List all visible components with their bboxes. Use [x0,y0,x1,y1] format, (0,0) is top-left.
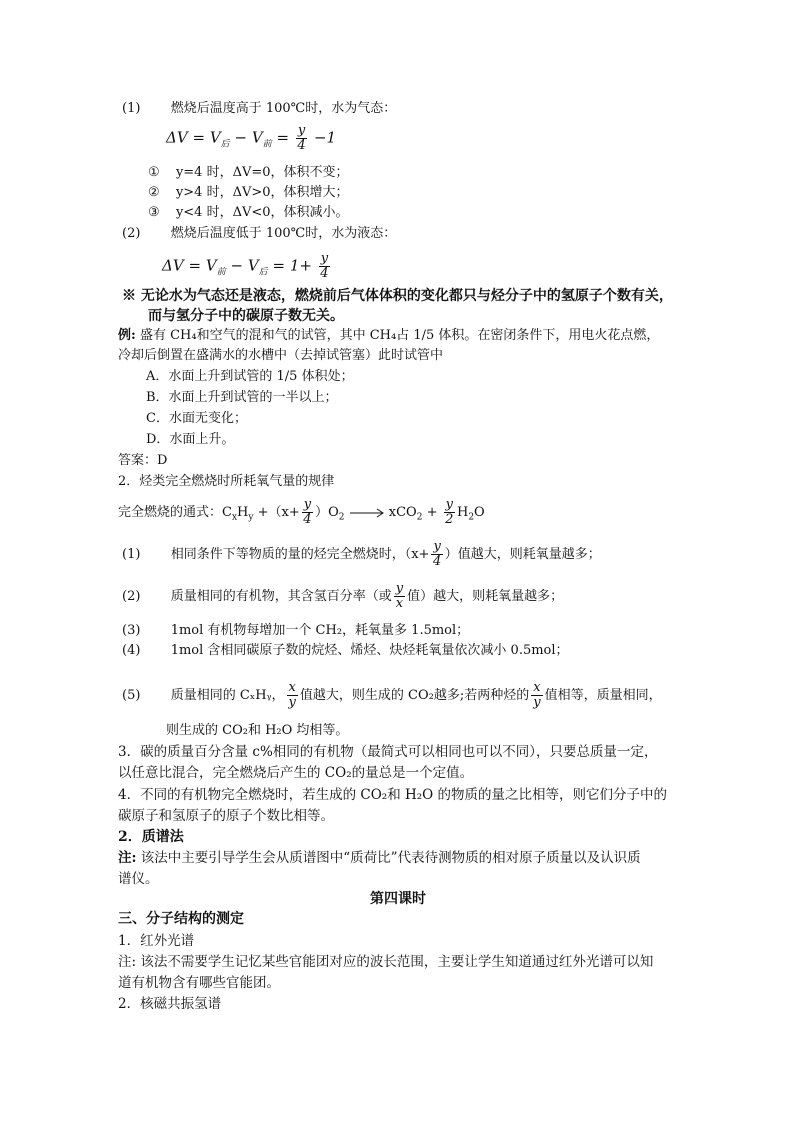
fraction-y-4: $\frac{y}{4}$ [297,123,306,153]
structure-title: 三、分子结构的测定 [118,911,244,927]
rule-4: (4) 1mol 含相同碳原子数的烷烃、烯烃、炔烃耗氧量依次减小 0.5mol； [122,643,569,658]
option-a: A．水面上升到试管的 1/5 体积处； [146,369,354,384]
section-3-line-1: 3．碳的质量百分含量 c%相同的有机物（最简式可以相同也可以不同），只要总质量一定， [118,744,658,760]
rule-5-continued: 则生成的 CO₂和 H₂O 均相等。 [166,723,349,738]
mass-spec-note-2: 谱仪。 [118,871,159,887]
mass-spec-note-1: 注: 该法中主要引导学生会从质谱图中“质荷比”代表待测物质的相对原子质量以及认识质 [118,850,641,866]
option-d: D．水面上升。 [146,432,235,447]
item-1-text: 燃烧后温度高于 100℃时，水为气态： [170,101,397,116]
rule-2: (2) 质量相同的有机物，其含氢百分率（或 $\frac{y}{x}$ 值）越大，则耗氧量越多； [122,581,564,611]
rule-5: (5) 质量相同的 CₓHᵧ， $\frac{x}{y}$ 值越大，则生成的 CO₂越多;若两种烃的 $\frac{x}{y}$ 值相等，质量相同， [122,680,662,710]
example-line-2: 冷却后倒置在盛满水的水槽中（去掉试管塞）此时试管中 [118,348,444,363]
item-1 [122,100,396,118]
formula-liquid: $\Delta V = V_前 - V_后 = 1+$ $\frac{y}{4}$ [162,251,329,281]
formula-gas: $\Delta V = V_后 - V_前$ = $\frac{y}{4}$ −1 [166,123,337,153]
section-3-line-2: 以任意比混合，完全燃烧后产生的 CO₂的量总是一个定值。 [118,765,474,781]
rule-1: (1) 相同条件下等物质的量的烃完全燃烧时，（x+ $\frac{y}{4}$ ）值越大，则耗氧量越多； [122,539,601,569]
case-2: ② y>4 时，ΔV>0，体积增大； [148,185,349,200]
case-3: ③ y<4 时，ΔV<0，体积减小。 [148,205,349,220]
fraction-y-2: $\frac{y}{2}$ [445,497,454,527]
lesson-title: 第四课时 [370,891,426,907]
item-1-number: (1) [122,101,141,116]
section-2-title: 2．烃类完全燃烧时所耗氧气量的规律 [118,474,335,489]
fraction-x-y-b: $\frac{x}{y}$ [533,680,541,710]
nmr-title: 2．核磁共振氢谱 [118,996,222,1012]
option-c: C．水面无变化； [146,411,247,426]
fraction-y-4-b: $\frac{y}{4}$ [320,251,329,281]
answer: 答案：D [118,453,168,468]
section-4-line-2: 碳原子和氢原子的原子个数比相等。 [118,808,334,824]
general-equation: 完全燃烧的通式：$C_xH_y +(x+$ $\frac{y}{4}$ ）$O_2$ xCO$_2$ + $\frac{y}{2}$ $H_2O$ [118,497,485,527]
note-line-1: ※ 无论水为气态还是液态，燃烧前后气体体积的变化都只与烃分子中的氢原子个数有关， [122,288,673,304]
fraction-x-y: $\frac{x}{y}$ [288,680,296,710]
note-line-2: 而与氢分子中的碳原子数无关。 [148,308,344,324]
section-4-line-1: 4．不同的有机物完全燃烧时，若生成的 CO₂和 H₂O 的物质的量之比相等，则它们分子中的 [118,787,668,803]
case-1: ① y=4 时，ΔV=0，体积不变； [148,165,349,180]
example-line-1: 例: 盛有 CH₄和空气的混和气的试管，其中 CH₄占 1/5 体积。在密闭条件下，用电火花点燃， [118,328,660,343]
ir-title: 1．红外光谱 [118,933,195,949]
mass-spec-title: 2．质谱法 [118,829,184,845]
ir-note-1: 注: 该法不需要学生记忆某些官能团对应的波长范围，主要让学生知道通过红外光谱可以知 [118,954,654,970]
option-b: B．水面上升到试管的一半以上； [146,390,338,405]
ir-note-2: 道有机物含有哪些官能团。 [118,975,280,991]
item-2: (2) 燃烧后温度低于 100℃时，水为液态： [122,226,397,241]
fraction-y-4-d: $\frac{y}{4}$ [432,539,442,569]
fraction-y-x: $\frac{y}{x}$ [395,581,404,611]
reaction-arrow-icon [349,508,385,518]
rule-3: (3) 1mol 有机物每增加一个 CH₂，耗氧量多 1.5mol； [122,623,470,638]
fraction-y-4-c: $\frac{y}{4}$ [303,497,312,527]
